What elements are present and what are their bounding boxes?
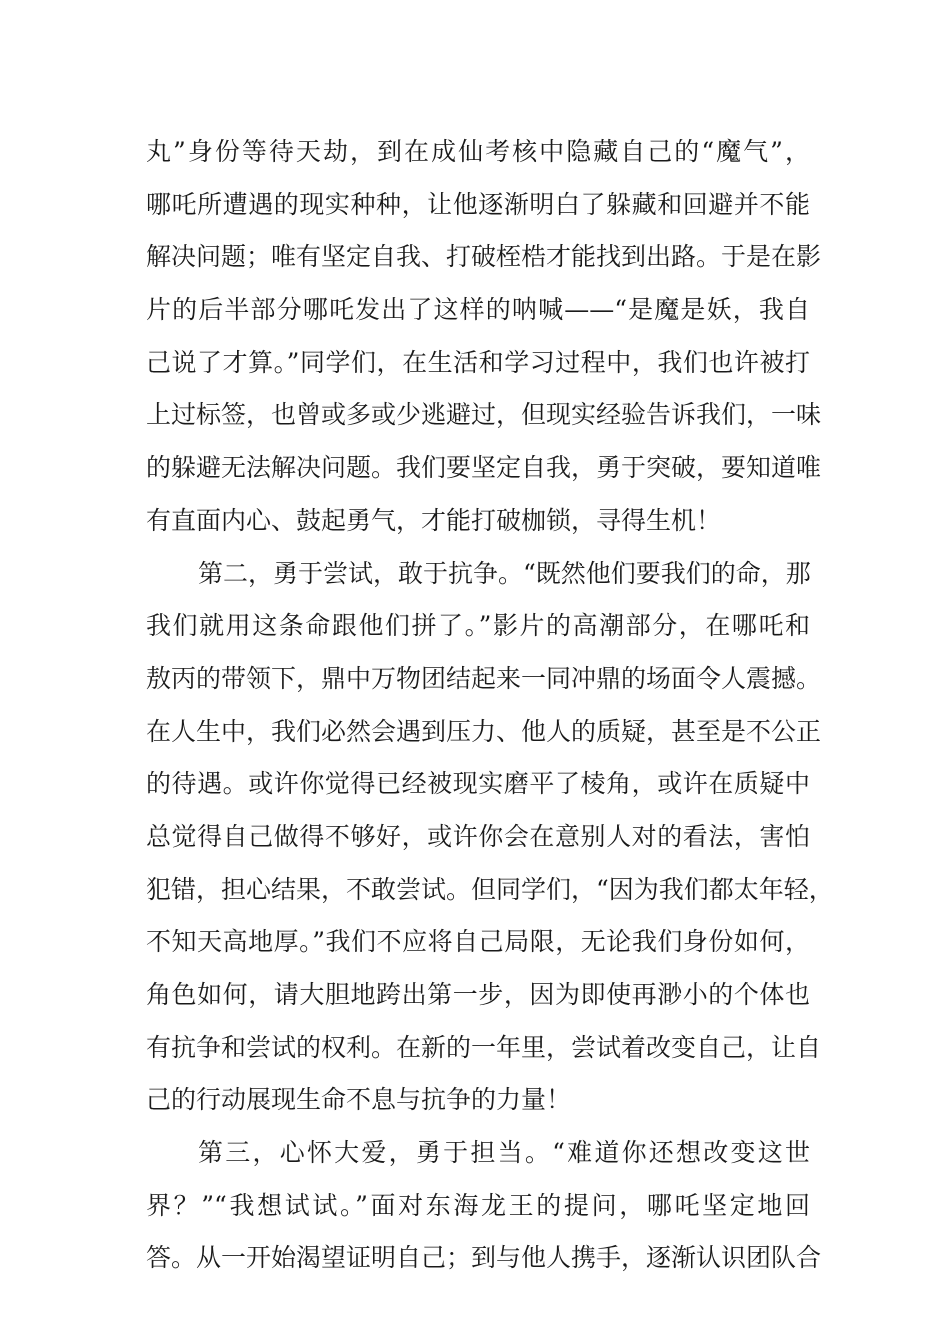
text-line: 片的后半部分哪吒发出了这样的呐喊——“是魔是妖，我自 <box>146 295 810 325</box>
text-line: 答。从一开始渴望证明自己；到与他人携手，逐渐认识团队合 <box>146 1243 822 1273</box>
text-line: 己的行动展现生命不息与抗争的力量！ <box>146 1085 572 1115</box>
text-line: 总觉得自己做得不够好，或许你会在意别人对的看法，害怕 <box>146 821 810 851</box>
text-line: 有抗争和尝试的权利。在新的一年里，尝试着改变自己，让自 <box>146 1032 822 1062</box>
text-line: 角色如何，请大胆地跨出第一步，因为即使再渺小的个体也 <box>146 980 810 1009</box>
text-line: 有直面内心、鼓起勇气，才能打破枷锁，寻得生机！ <box>146 505 722 535</box>
text-line: 的待遇。或许你觉得已经被现实磨平了棱角，或许在质疑中 <box>146 769 810 799</box>
text-line: 己说了才算。”同学们，在生活和学习过程中，我们也许被打 <box>146 347 810 377</box>
paragraph-start-line: 第三，心怀大爱，勇于担当。“难道你还想改变这世 <box>198 1138 810 1168</box>
text-line: 在人生中，我们必然会遇到压力、他人的质疑，甚至是不公正 <box>146 716 822 746</box>
text-line: 解决问题；唯有坚定自我、打破桎梏才能找到出路。于是在影 <box>146 242 822 272</box>
text-line: 上过标签，也曾或多或少逃避过，但现实经验告诉我们，一味 <box>146 400 822 430</box>
text-line: 我们就用这条命跟他们拼了。”影片的高潮部分，在哪吒和 <box>146 611 810 641</box>
body-text <box>146 126 834 1285</box>
text-line: 丸”身份等待天劫，到在成仙考核中隐藏自己的“魔气”， <box>146 137 810 166</box>
text-line: 不知天高地厚。”我们不应将自己局限，无论我们身份如何， <box>146 927 810 957</box>
text-line: 哪吒所遭遇的现实种种，让他逐渐明白了躲藏和回避并不能 <box>146 189 810 219</box>
paragraph-start-line: 第二，勇于尝试，敢于抗争。“既然他们要我们的命，那 <box>198 558 811 588</box>
text-line: 敖丙的带领下，鼎中万物团结起来一同冲鼎的场面令人震撼。 <box>146 663 822 693</box>
text-line: 界？”“我想试试。”面对东海龙王的提问，哪吒坚定地回 <box>146 1190 810 1220</box>
text-line: 的躲避无法解决问题。我们要坚定自我，勇于突破，要知道唯 <box>146 453 822 483</box>
text-line: 犯错，担心结果，不敢尝试。但同学们，“因为我们都太年轻， <box>146 874 834 904</box>
